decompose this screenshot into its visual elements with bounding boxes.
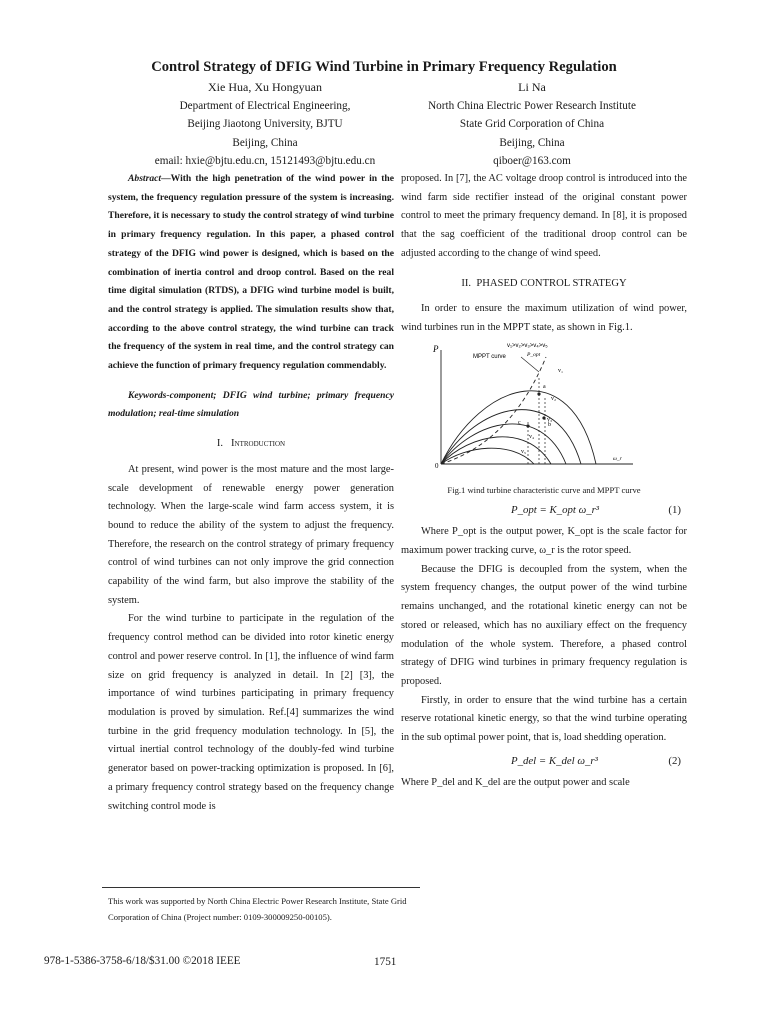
section-title: PHASED CONTROL STRATEGY [476, 277, 627, 289]
curve-label: v₂ [551, 395, 557, 402]
figure-caption: Fig.1 wind turbine characteristic curve and MPPT curve [447, 485, 641, 496]
footnote: This work was supported by North China Electric Power Research Institute, State Grid Corporation of China (Project number: 0109-300009250-00105). [108, 896, 407, 922]
equation-body: P_del = K_del ω_r³ [511, 754, 598, 767]
point-label: b [548, 421, 551, 428]
curve-label: v₅ [521, 448, 527, 455]
keywords: Keywords-component; DFIG wind turbine; primary frequency modulation; real-time simulation [108, 389, 394, 420]
point-c [526, 424, 529, 427]
figure-mppt-curves [401, 342, 687, 472]
affiliation-line: Beijing, China [499, 136, 565, 149]
section-title: Introduction [231, 438, 286, 450]
paper-title: Control Strategy of DFIG Wind Turbine in Primary Frequency Regulation [151, 59, 617, 75]
point-label: a [543, 383, 546, 390]
author-email: qiboer@163.com [493, 155, 571, 167]
author-names: Li Na [518, 80, 546, 94]
equation-body: P_opt = K_opt ω_r³ [511, 504, 600, 517]
left-column [108, 170, 394, 816]
equation-2 [401, 748, 687, 774]
point-b [542, 416, 545, 419]
author-email: email: hxie@bjtu.edu.cn, 15121493@bjtu.edu.cn [154, 155, 376, 167]
curve-label: v₁ [558, 367, 564, 374]
affiliation-line: State Grid Corporation of China [459, 118, 605, 130]
speed-legend: v₁>v₂>v₃>v₄>v₅ [507, 342, 548, 349]
affiliation-line: North China Electric Power Research Institute [428, 99, 636, 112]
page-number: 1751 [374, 956, 397, 968]
affiliation-line: Department of Electrical Engineering, [179, 99, 351, 112]
right-column [401, 170, 687, 792]
body-paragraph: Because the DFIG is decoupled from the system, when the system frequency changes, the output power of the wind turbine remains unchanged, and the rotational kinetic energy can not be stored or released, which has no auxiliary effect on the frequency modulation of the whole system. Therefore, a phased control strategy of DFIG wind turbines in primary frequency regulation is proposed. [401, 563, 687, 687]
curve-label: v₄ [529, 433, 535, 440]
origin-label: 0 [435, 461, 439, 470]
section-number: I. [216, 438, 224, 450]
equation-number: (2) [668, 754, 681, 767]
body-paragraph: For the wind turbine to participate in the regulation of the frequency control method can be divided into rotor kinetic energy control and power reserve control. In [1], the influence of wind farm size on grid frequency is analyzed in detail. In [2] [3], the importance of wind turbines participating in primary frequency modulation is proved by simulation. Ref.[4] summarizes the wind turbine in the grid frequency modulation technology. In [5], the virtual inertial control technology of the doubly-fed wind turbine generator based on power-tracking optimization is proposed. In [6], a primary frequency control strategy based on the frequency change switching control mode is [108, 613, 394, 812]
abstract-text: —With the high penetration of the wind power in the system, the frequency regulation pressure of the system is increasing. Therefore, it is necessary to study the control strategy of wind turbine in primary frequency regulation. In this paper, a phased control strategy of the DFIG wind power is designed, which is based on the combination of inertia control and droop control. Based on the real time digital simulation (RTDS), a DFIG wind turbine model is built, and the control strategy is applied. The simulation results show that, according to the above control strategy, the wind turbine can track the frequency of the system in real time, and the control strategy can achieve the function of primary frequency regulation commendably. [108, 173, 394, 372]
point-label: c [518, 419, 521, 426]
affiliation-line: Beijing, China [232, 136, 298, 149]
section-number: II. [461, 277, 472, 289]
abstract [108, 170, 394, 376]
author-block-right [388, 78, 676, 171]
author-block-left [140, 78, 390, 171]
section-heading-phased-control [401, 275, 687, 294]
equation-number: (1) [668, 504, 681, 517]
abstract-label: Abstract [128, 173, 162, 184]
curve-label: v₃ [547, 416, 553, 423]
y-axis-label: P [433, 343, 439, 354]
body-paragraph: Firstly, in order to ensure that the wind turbine has a certain reserve rotational kinetic energy, so that the wind turbine operating in the sub optimal power point, that is, load shedding operation. [401, 694, 687, 744]
curve-v4 [441, 433, 551, 463]
affiliation-line: Beijing Jiaotong University, BJTU [187, 118, 343, 130]
body-paragraph: At present, wind power is the most mature and the most large-scale development of renewable energy power generation technology. When the large-scale wind farm access system, it is bound to reduce the ability of the system to adjust the frequency. Therefore, the research on the control strategy of primary frequency control of wind turbines can not only improve the grid connection capability of the wind farm, but also improve the stability of the system. [108, 463, 394, 606]
body-paragraph: proposed. In [7], the AC voltage droop control is introduced into the wind farm side rectifier instead of the original constant power control to meet the primary frequency demand. In [8], it is proposed that the sag coefficient of the traditional droop control can be adjusted according to the change of wind speed. [401, 173, 687, 259]
isbn-copyright: 978-1-5386-3758-6/18/$31.00 ©2018 IEEE [44, 955, 241, 967]
mppt-label: MPPT curve [473, 353, 506, 360]
popt-label: P_opt [527, 351, 541, 358]
mppt-arrow [521, 357, 539, 372]
x-axis-label: ω_r [613, 455, 622, 462]
body-paragraph: Where P_del and K_del are the output power and scale [401, 776, 630, 788]
author-names: Xie Hua, Xu Hongyuan [208, 80, 322, 94]
body-paragraph: In order to ensure the maximum utilization of wind power, wind turbines run in the MPPT state, as shown in Fig.1. [401, 303, 687, 333]
section-heading-introduction [108, 435, 394, 454]
equation-1 [401, 497, 687, 523]
point-a [537, 392, 540, 395]
body-paragraph: Where P_opt is the output power, K_opt is the scale factor for maximum power tracking curve, ω_r is the rotor speed. [401, 526, 687, 557]
footnote-rule [102, 887, 420, 888]
